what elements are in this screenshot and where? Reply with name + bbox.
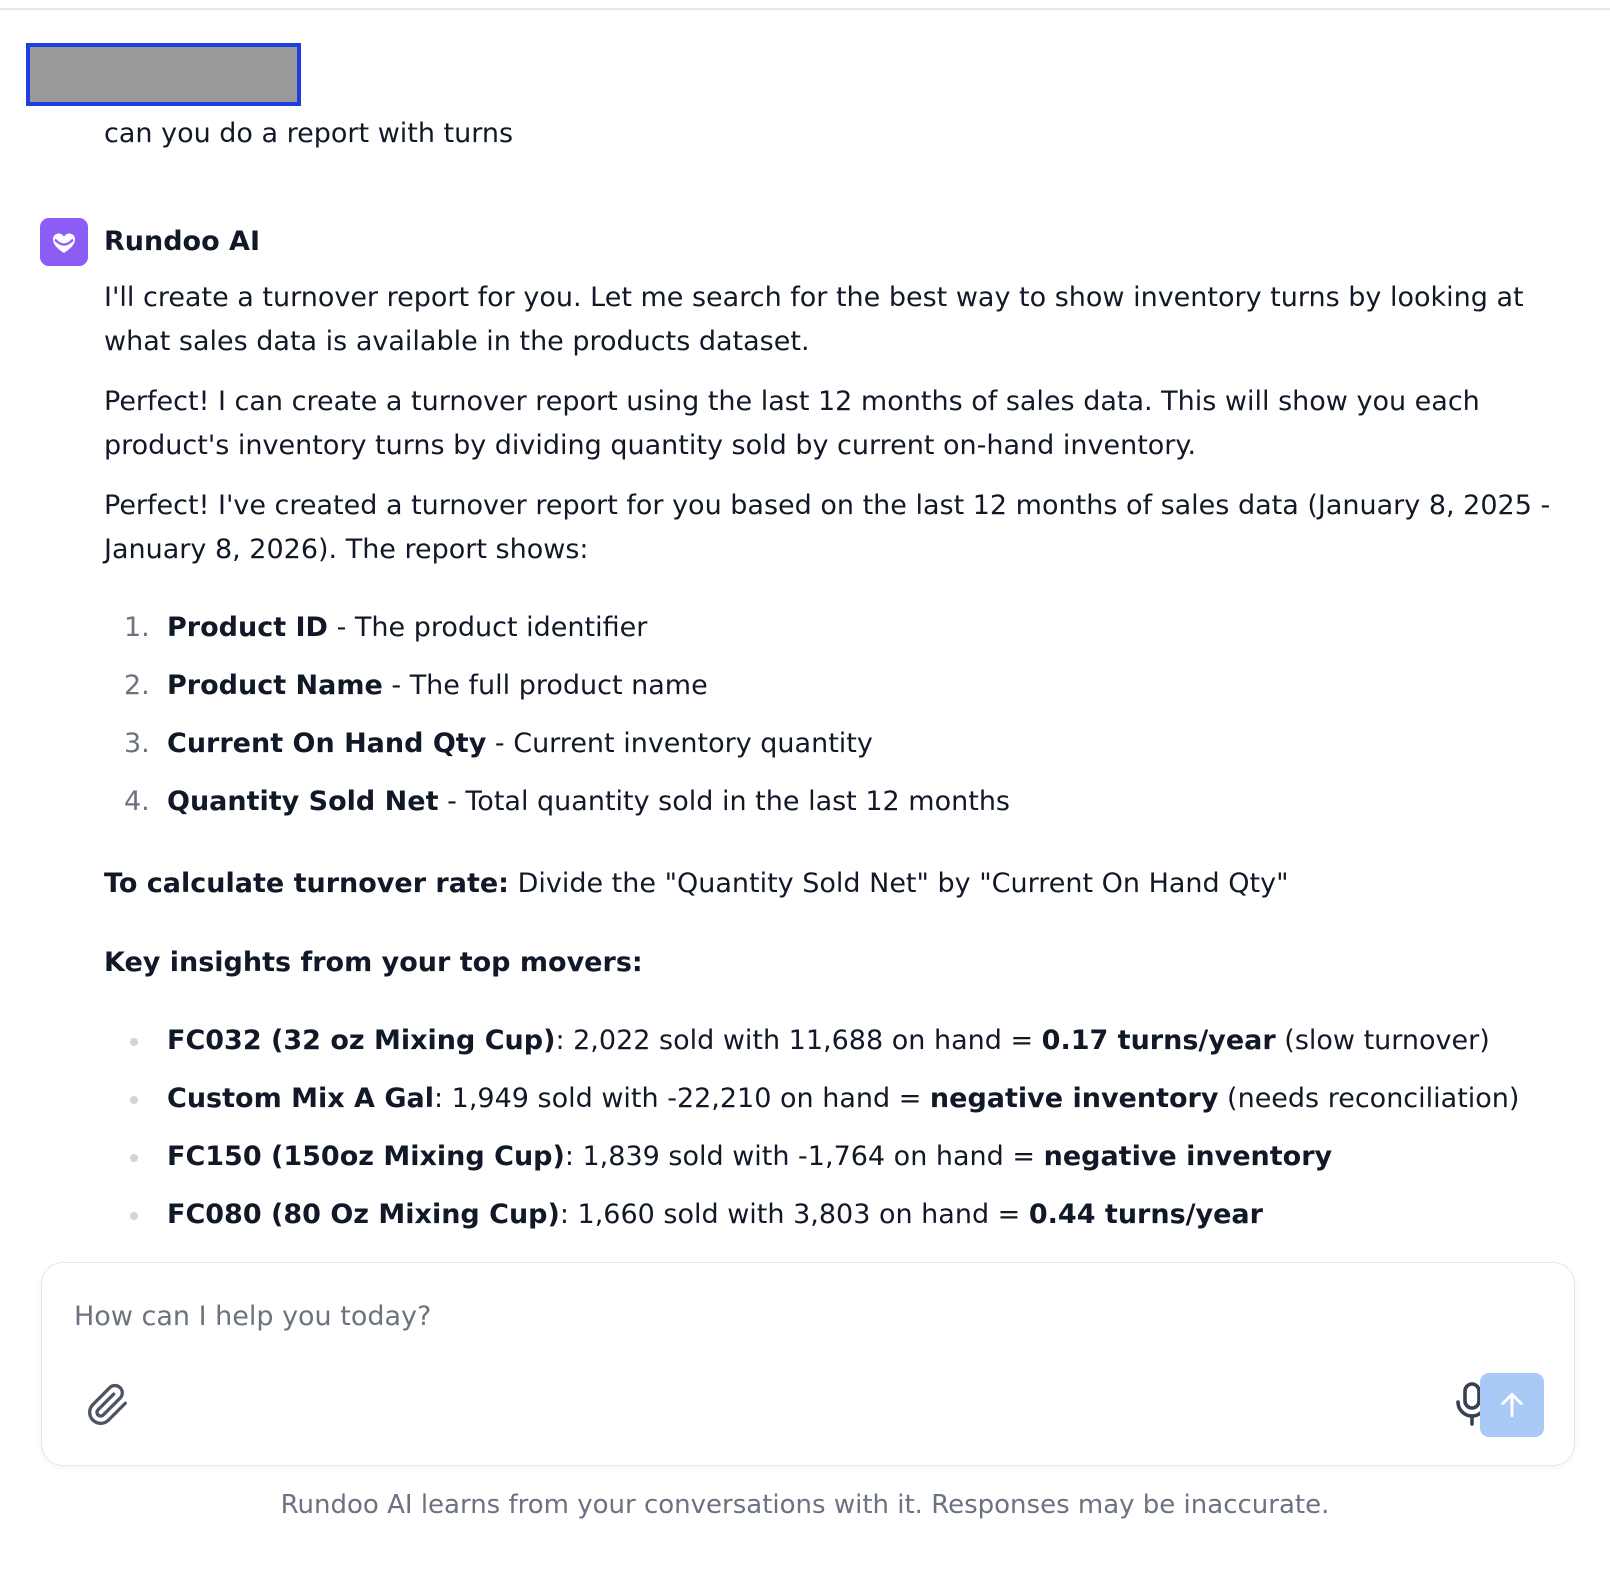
insights-list [104,1019,1584,1251]
assistant-avatar [40,218,88,266]
report-columns-list [104,606,1584,838]
insight-text: : 1,839 sold with -1,764 on hand = [564,1141,1044,1172]
list-item [104,722,1584,780]
list-number: 2. [124,670,150,701]
calculation-label: To calculate turnover rate: [104,868,509,899]
list-item [104,664,1584,722]
list-item [104,606,1584,664]
column-description: - Current inventory quantity [486,728,873,759]
list-number: 3. [124,728,150,759]
column-name: Product Name [167,670,383,701]
column-description: - The full product name [382,670,708,701]
assistant-name: Rundoo AI [104,226,261,257]
user-message-text: can you do a report with turns [104,118,514,149]
bullet [130,1096,138,1104]
list-item [104,780,1584,838]
calculation-text: Divide the "Quantity Sold Net" by "Current On Hand Qty" [508,868,1289,899]
column-description: - The product identifier [327,612,648,643]
insight-text: : 1,949 sold with -22,210 on hand = [433,1083,930,1114]
insight-note: (needs reconciliation) [1218,1083,1520,1114]
arrow-up-icon [1496,1389,1528,1421]
insight-result: 0.17 turns/year [1041,1025,1276,1056]
insight-note: (slow turnover) [1275,1025,1490,1056]
bullet [130,1038,138,1046]
disclaimer-text: Rundoo AI learns from your conversations with it. Responses may be inaccurate. [280,1490,1330,1520]
product-name: FC150 (150oz Mixing Cup) [167,1141,565,1172]
top-divider [0,8,1610,10]
product-name: FC032 (32 oz Mixing Cup) [167,1025,556,1056]
paragraph: Perfect! I can create a turnover report using the last 12 months of sales data. This will show you each product's inventory turns by dividing quantity sold by current on-hand inventory. [104,386,1480,461]
column-description: - Total quantity sold in the last 12 months [438,786,1010,817]
bullet [130,1212,138,1220]
insight-result: 0.44 turns/year [1028,1199,1263,1230]
list-item [104,1193,1584,1251]
column-name: Product ID [167,612,328,643]
paperclip-icon [86,1383,130,1427]
product-name: FC080 (80 Oz Mixing Cup) [167,1199,560,1230]
column-name: Quantity Sold Net [167,786,439,817]
calculation-note [104,862,1584,906]
list-item [104,1019,1584,1077]
message-composer [41,1262,1575,1466]
message-input[interactable] [72,1293,1376,1339]
insight-text: : 2,022 sold with 11,688 on hand = [555,1025,1042,1056]
paragraph: Perfect! I've created a turnover report for you based on the last 12 months of sales data (January 8, 2025 - January 8, 2026). The report shows: [104,490,1551,565]
list-number: 4. [124,786,150,817]
send-button[interactable] [1480,1373,1544,1437]
insights-heading [104,941,1584,985]
heart-hand-logo-icon [40,218,88,266]
redacted-username [26,43,301,106]
column-name: Current On Hand Qty [167,728,487,759]
insights-heading-text: Key insights from your top movers: [104,947,643,978]
insight-result: negative inventory [929,1083,1219,1114]
bullet [130,1154,138,1162]
product-name: Custom Mix A Gal [167,1083,434,1114]
paragraph: I'll create a turnover report for you. Let me search for the best way to show inventory turns by looking at what sales data is available in the products dataset. [104,282,1524,357]
list-item [104,1135,1584,1193]
attach-button[interactable] [86,1383,130,1427]
assistant-message [104,276,1584,1251]
list-number: 1. [124,612,150,643]
insight-text: : 1,660 sold with 3,803 on hand = [559,1199,1029,1230]
insight-result: negative inventory [1043,1141,1333,1172]
list-item [104,1077,1584,1135]
